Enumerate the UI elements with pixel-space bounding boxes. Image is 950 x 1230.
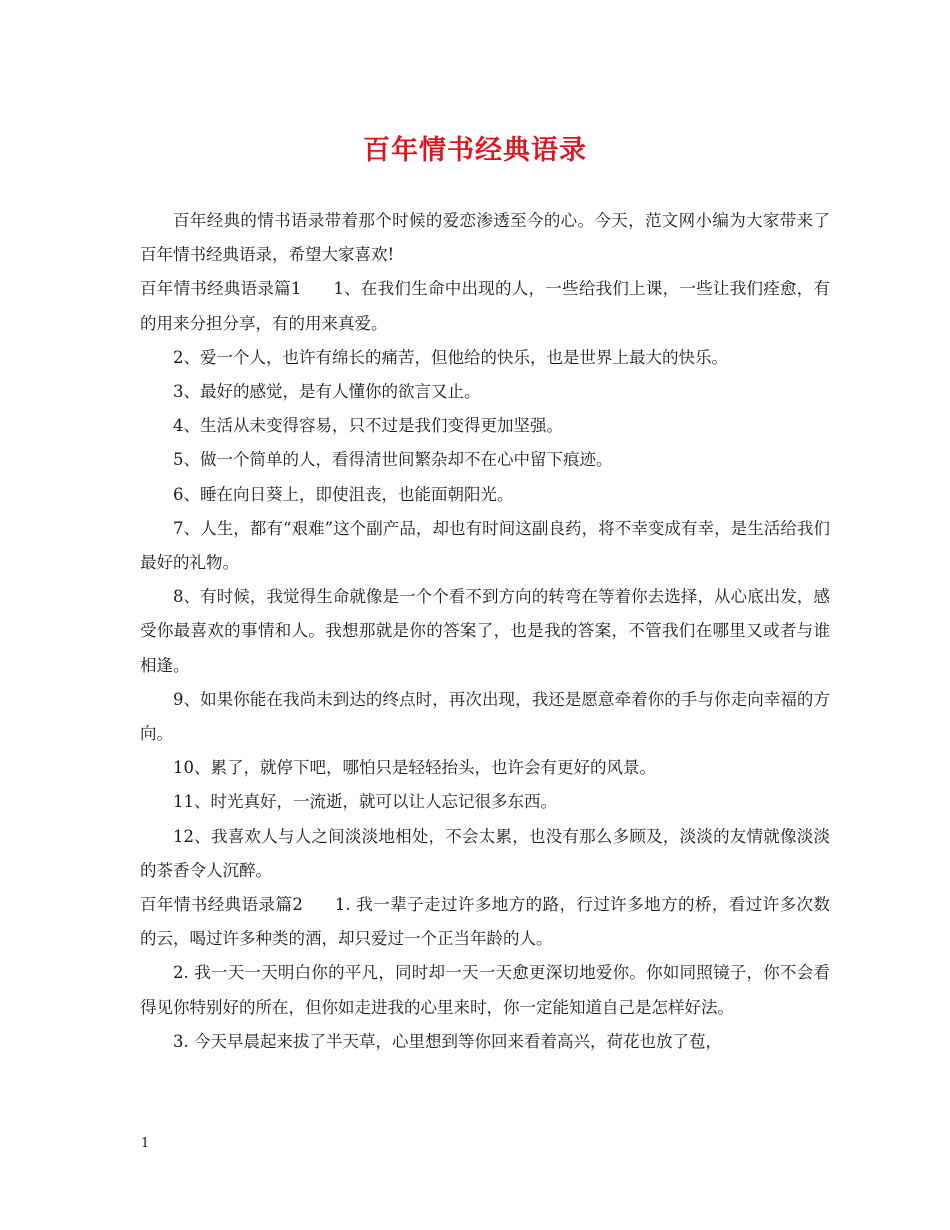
- document-body: [140, 204, 830, 1059]
- list-item: 6、睡在向日葵上，即使沮丧，也能面朝阳光。: [173, 484, 514, 504]
- list-item: 11、时光真好，一流逝，就可以让人忘记很多东西。: [173, 792, 557, 812]
- list-item: 2、爱一个人，也许有绵长的痛苦，但他给的快乐，也是世界上最大的快乐。: [173, 347, 728, 367]
- list-item: 7、人生，都有“艰难”这个副产品，却也有时间这副良药，将不幸变成有幸，是生活给我们最好的礼物。: [140, 518, 830, 573]
- list-item: 2. 我一天一天明白你的平凡，同时却一天一天愈更深切地爱你。你如同照镜子，你不会看得见你特别好的所在，但你如走进我的心里来时，你一定能知道自己是怎样好法。: [140, 963, 830, 1017]
- page-title: 百年情书经典语录: [363, 135, 587, 166]
- section-1-label: 百年情书经典语录篇1: [140, 279, 302, 299]
- list-item: 10、累了，就停下吧，哪怕只是轻轻抬头，也许会有更好的风景。: [173, 758, 656, 778]
- section-2-label: 百年情书经典语录篇2: [140, 895, 303, 915]
- section-2-heading-paragraph: [140, 888, 830, 956]
- list-item: 4、生活从未变得容易，只不过是我们变得更加坚强。: [173, 416, 563, 436]
- list-item: 5、做一个简单的人，看得清世间繁杂却不在心中留下痕迹。: [173, 450, 613, 470]
- list-item: 8、有时候，我觉得生命就像是一个个看不到方向的转弯在等着你去选择，从心底出发，感受你最喜欢的事情和人。我想那就是你的答案了，也是我的答案，不管我们在哪里又或者与谁相逢。: [140, 587, 830, 675]
- intro-paragraph: 百年经典的情书语录带着那个时候的爱恋渗透至今的心。今天，范文网小编为大家带来了百年情书经典语录，希望大家喜欢!: [140, 211, 830, 265]
- list-item: 3. 今天早晨起来拔了半天草，心里想到等你回来看着高兴，荷花也放了苞，: [173, 1031, 722, 1051]
- list-item: 12、我喜欢人与人之间淡淡地相处，不会太累，也没有那么多顾及，淡淡的友情就像淡淡的茶香令人沉醉。: [140, 826, 830, 880]
- page-number: 1: [141, 1136, 150, 1151]
- list-item: 3、最好的感觉，是有人懂你的欲言又止。: [173, 382, 481, 402]
- section-2-item-1: 1. 我一辈子走过许多地方的路，行过许多地方的桥，看过许多次数的云，喝过许多种类的酒，却只爱过一个正当年龄的人。: [140, 895, 830, 949]
- section-1-item-1: 1、在我们生命中出现的人，一些给我们上课，一些让我们痊愈，有的用来分担分享，有的用来真爱。: [140, 279, 831, 333]
- section-1-heading-paragraph: [140, 272, 830, 340]
- list-item: 9、如果你能在我尚未到达的终点时，再次出现，我还是愿意牵着你的手与你走向幸福的方向。: [140, 689, 830, 744]
